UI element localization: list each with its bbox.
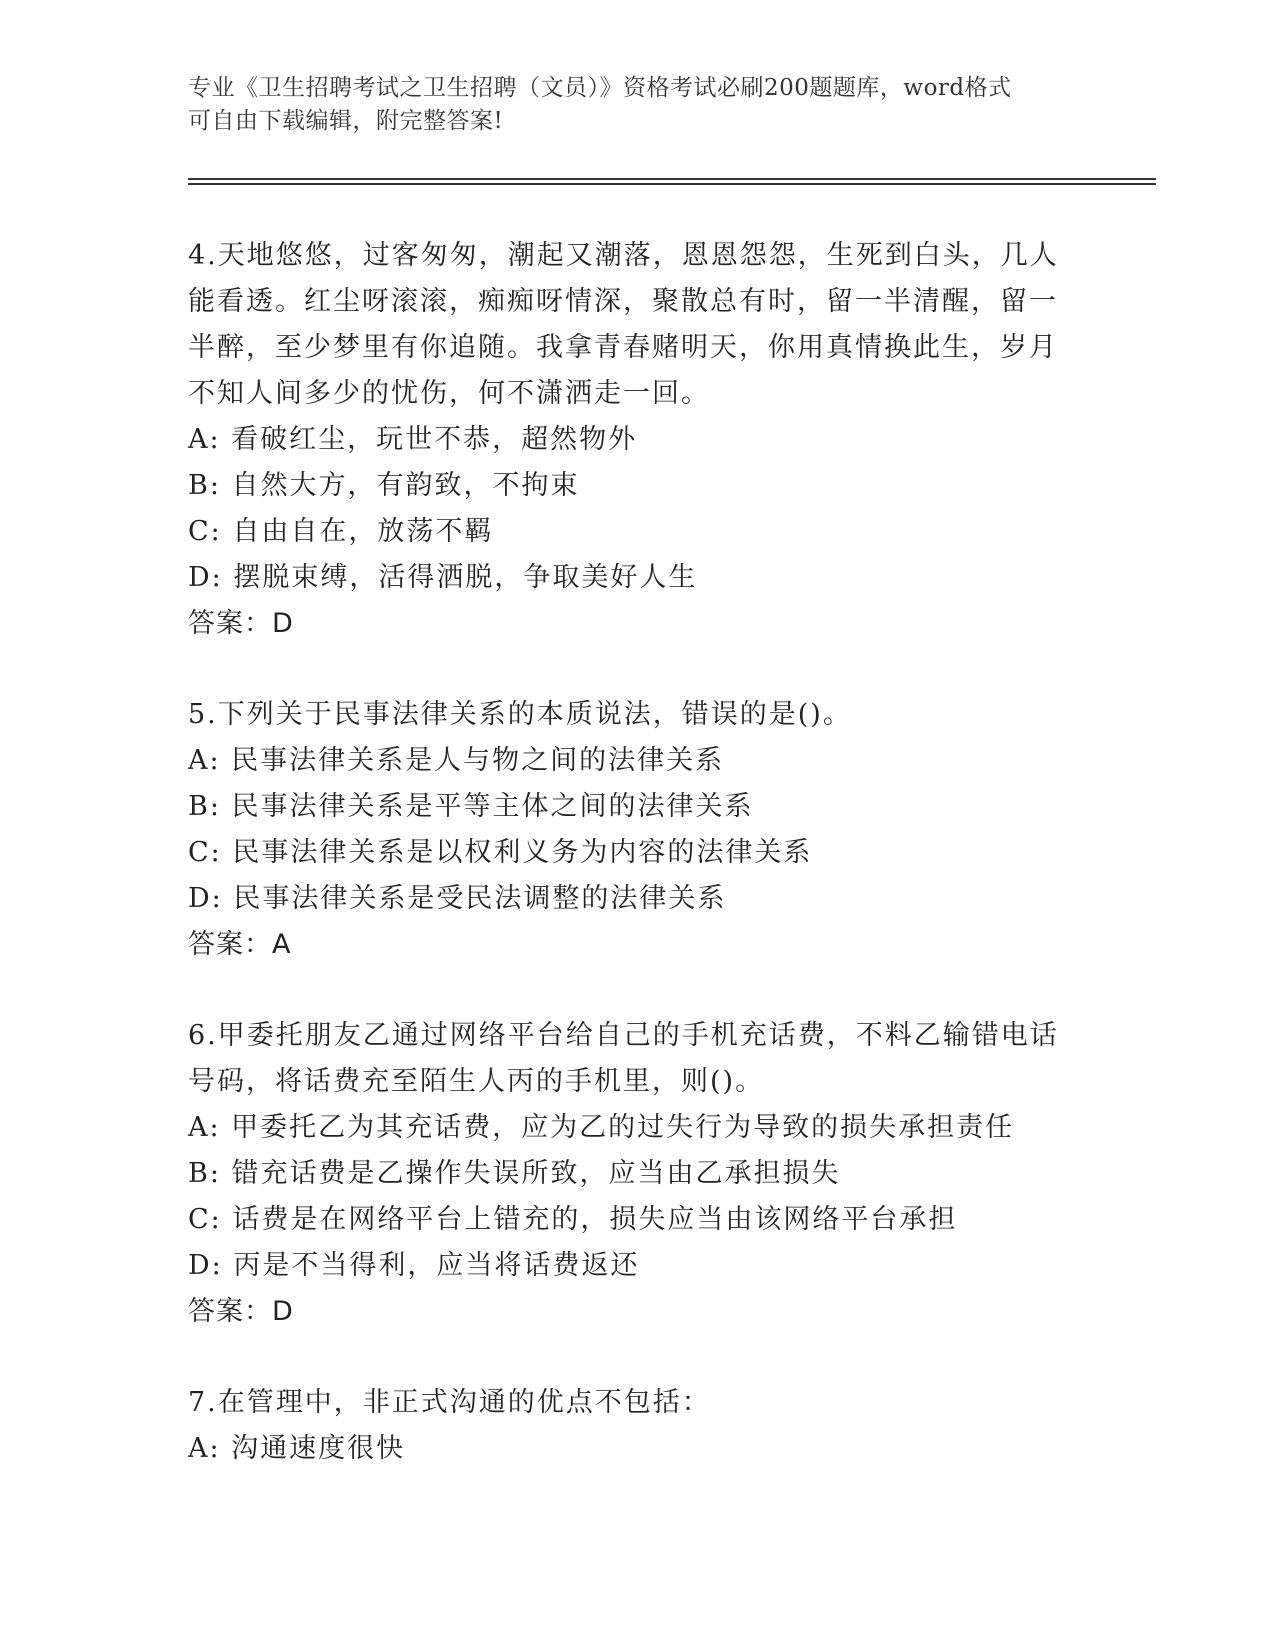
stem-line: 7.在管理中，非正式沟通的优点不包括： <box>188 1387 711 1418</box>
option-a: A: 民事法律关系是人与物之间的法律关系 <box>188 745 725 776</box>
stem-line: 号码，将话费充至陌生人丙的手机里，则()。 <box>188 1066 765 1097</box>
header-divider-top <box>188 178 1156 180</box>
question-stem <box>188 1013 1068 1105</box>
question-item <box>188 1013 1068 1335</box>
answer-line: 答案：D <box>188 608 294 639</box>
option-a: A: 看破红尘，玩世不恭，超然物外 <box>188 424 638 455</box>
question-stem <box>188 692 1068 738</box>
option-a: A: 沟通速度很快 <box>188 1433 406 1464</box>
question-stem <box>188 233 1068 417</box>
header-divider-bottom <box>188 183 1156 185</box>
stem-line: 能看透。红尘呀滚滚，痴痴呀情深，聚散总有时，留一半清醒，留一 <box>188 286 1058 317</box>
question-item <box>188 1380 1068 1472</box>
answer-line: 答案：D <box>188 1296 294 1327</box>
question-item <box>188 233 1068 647</box>
question-item <box>188 692 1068 968</box>
answer-line: 答案：A <box>188 929 292 960</box>
option-b: B: 民事法律关系是平等主体之间的法律关系 <box>188 791 754 822</box>
option-b: B: 自然大方，有韵致，不拘束 <box>188 470 580 501</box>
header-line: 可自由下载编辑，附完整答案! <box>188 108 504 134</box>
question-list <box>188 233 1068 1517</box>
option-a: A: 甲委托乙为其充话费，应为乙的过失行为导致的损失承担责任 <box>188 1112 1015 1143</box>
stem-line: 5.下列关于民事法律关系的本质说法，错误的是()。 <box>188 699 852 730</box>
question-stem <box>188 1380 1068 1426</box>
option-b: B: 错充话费是乙操作失误所致，应当由乙承担损失 <box>188 1158 841 1189</box>
option-d: D: 民事法律关系是受民法调整的法律关系 <box>188 883 727 914</box>
option-c: C: 自由自在，放荡不羁 <box>188 516 494 547</box>
document-header <box>188 72 1068 138</box>
option-d: D: 丙是不当得利，应当将话费返还 <box>188 1250 640 1281</box>
stem-line: 4.天地悠悠，过客匆匆，潮起又潮落，恩恩怨怨，生死到白头，几人 <box>188 240 1059 271</box>
header-line: 专业《卫生招聘考试之卫生招聘（文员）》资格考试必刷200题题库，word格式 <box>188 75 1012 101</box>
option-d: D: 摆脱束缚，活得洒脱，争取美好人生 <box>188 562 698 593</box>
stem-line: 6.甲委托朋友乙通过网络平台给自己的手机充话费，不料乙输错电话 <box>188 1020 1059 1051</box>
stem-line: 不知人间多少的忧伤，何不潇洒走一回。 <box>188 378 710 409</box>
stem-line: 半醉，至少梦里有你追随。我拿青春赌明天，你用真情换此生，岁月 <box>188 332 1058 363</box>
option-c: C: 话费是在网络平台上错充的，损失应当由该网络平台承担 <box>188 1204 958 1235</box>
option-c: C: 民事法律关系是以权利义务为内容的法律关系 <box>188 837 813 868</box>
